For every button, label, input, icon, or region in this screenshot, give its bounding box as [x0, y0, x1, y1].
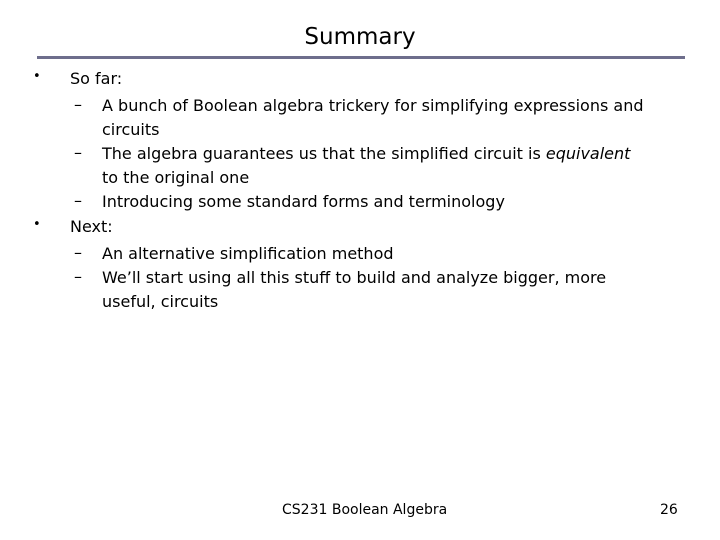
subitem — [102, 266, 692, 314]
subitem — [102, 142, 692, 190]
subitem — [102, 242, 692, 266]
dash-icon: – — [74, 191, 82, 210]
page-number: 26 — [660, 502, 678, 518]
emphasis-text: equivalent — [545, 144, 631, 163]
subitem-line: to the original one — [102, 168, 250, 187]
dash-icon: – — [74, 267, 82, 286]
subitem-line: Introducing some standard forms and terminology — [102, 192, 505, 211]
slide-title: Summary — [304, 24, 416, 50]
bullet-icon: • — [33, 69, 41, 84]
bullet-icon: • — [33, 217, 41, 232]
subitem-text: The algebra guarantees us that the simplified circuit is — [102, 144, 546, 163]
subitem — [102, 190, 692, 214]
bullet-text: Next: — [70, 217, 113, 236]
footer-course-title: CS231 Boolean Algebra — [282, 502, 448, 518]
subitem — [102, 94, 692, 142]
subitem-line: useful, circuits — [102, 292, 219, 311]
subitem-line: A bunch of Boolean algebra trickery for simplifying expressions and — [102, 96, 644, 115]
bullet-text: So far: — [70, 69, 123, 88]
dash-icon: – — [74, 143, 82, 162]
subitem-line: An alternative simplification method — [102, 244, 394, 263]
subitem-line: circuits — [102, 120, 160, 139]
dash-icon: – — [74, 95, 82, 114]
subitem-line: We’ll start using all this stuff to build and analyze bigger, more — [102, 268, 607, 287]
dash-icon: – — [74, 243, 82, 262]
title-divider — [37, 56, 685, 59]
subitem-line — [102, 142, 692, 166]
